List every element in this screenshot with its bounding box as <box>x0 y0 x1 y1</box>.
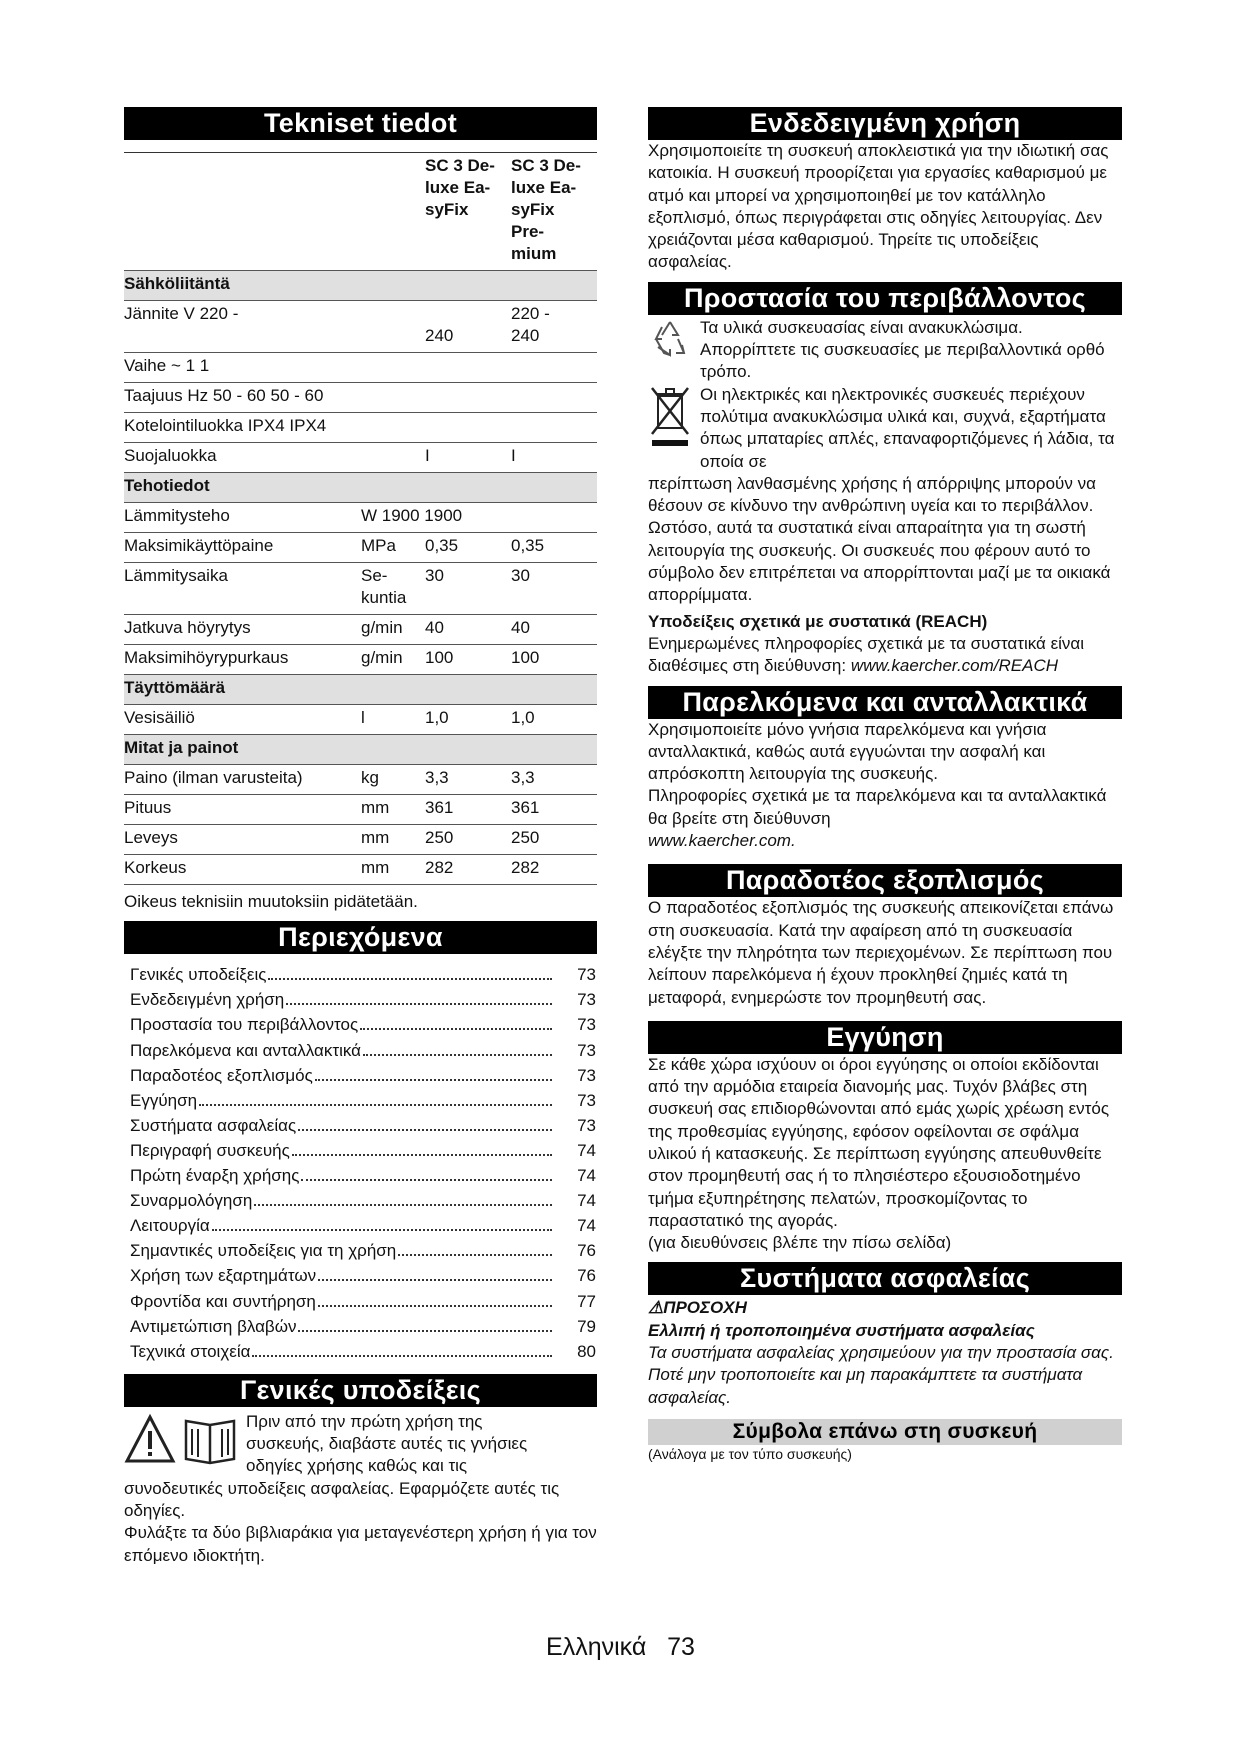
toc-item[interactable] <box>130 1213 596 1238</box>
accessories-title: Παρελκόμενα και ανταλλακτικά <box>648 686 1122 719</box>
toc-item-page: 73 <box>577 990 596 1010</box>
symbols-title: Σύμβολα επάνω στη συσκευή <box>648 1419 1122 1445</box>
table-row: Paino (ilman varusteita) kg 3,3 3,3 <box>124 765 597 795</box>
toc-leader-dots <box>292 1154 552 1156</box>
toc-item-label: Περιγραφή συσκευής <box>130 1140 290 1160</box>
toc-leader-dots <box>252 1355 552 1357</box>
table-row: Vaihe ~ 1 1 <box>124 353 597 383</box>
toc-leader-dots <box>315 1079 552 1081</box>
toc-item-label: Παρελκόμενα και ανταλλακτικά <box>130 1040 361 1060</box>
table-row: Leveys mm 250 250 <box>124 825 597 855</box>
toc-leader-dots <box>363 1054 552 1056</box>
toc-item-label: Λειτουργία <box>130 1216 210 1236</box>
toc-item[interactable] <box>130 1012 596 1037</box>
accessories-info: Πληροφορίες σχετικά με τα παρελκόμενα και τα ανταλλακτικά θα βρείτε στη διεύθυνση <box>648 786 1107 828</box>
toc-item[interactable] <box>130 1314 596 1339</box>
toc-item-label: Συναρμολόγηση <box>130 1191 253 1211</box>
toc-leader-dots <box>360 1028 552 1030</box>
safety-title: Συστήματα ασφαλείας <box>648 1262 1122 1295</box>
toc-item[interactable] <box>130 1263 596 1288</box>
toc-item-page: 73 <box>577 1090 596 1110</box>
toc-item-label: Πρώτη έναρξη χρήσης <box>130 1166 300 1186</box>
safety-subhead: Ελλιπή ή τροποποιημένα συστήματα ασφαλείας <box>648 1320 1035 1340</box>
toc-item[interactable] <box>130 1138 596 1163</box>
tech-title: Tekniset tiedot <box>124 107 597 140</box>
table-header <box>124 153 597 271</box>
toc-leader-dots <box>301 1179 552 1181</box>
table-row: Korkeus mm 282 282 <box>124 855 597 885</box>
safety-text2: Ποτέ μην τροποποιείτε και μη παρακάμπτετε τα συστήματα ασφαλείας. <box>648 1365 1083 1407</box>
caution-label: ⚠ΠΡΟΣΟΧΗ <box>648 1298 747 1318</box>
toc-item-label: Παραδοτέος εξοπλισμός <box>130 1065 313 1085</box>
table-row: Jännite V 220 - 240 220 - 240 <box>124 301 597 353</box>
symbols-note: (Ανάλογα με τον τύπο συσκευής) <box>648 1445 852 1462</box>
toc-leader-dots <box>199 1104 552 1106</box>
toc-item[interactable] <box>130 1188 596 1213</box>
toc-leader-dots <box>212 1229 552 1231</box>
table-row: Lämmitysteho W 1900 1900 <box>124 503 597 533</box>
warranty-note: (για διευθύνσεις βλέπε την πίσω σελίδα) <box>648 1233 952 1253</box>
accessories-link[interactable]: www.kaercher.com. <box>648 831 796 851</box>
toc-item-page: 74 <box>577 1216 596 1236</box>
toc-leader-dots <box>286 1003 552 1005</box>
toc-leader-dots <box>268 978 552 980</box>
toc-item-page: 73 <box>577 1065 596 1085</box>
toc-item-label: Χρήση των εξαρτημάτων <box>130 1266 317 1286</box>
page-footer: Ελληνικά 73 <box>546 1633 695 1661</box>
toc-item-page: 74 <box>577 1166 596 1186</box>
toc-item-page: 76 <box>577 1266 596 1286</box>
section-row: Täyttömäärä <box>124 675 597 705</box>
table-row: Pituus mm 361 361 <box>124 795 597 825</box>
toc-title: Περιεχόμενα <box>124 921 597 954</box>
toc-item-label: Αντιμετώπιση βλαβών <box>130 1316 297 1336</box>
warning-icon: ⚠ <box>648 1298 664 1318</box>
toc-item-label: Σημαντικές υποδείξεις για τη χρήση <box>130 1241 397 1261</box>
warning-triangle-icon <box>124 1411 176 1467</box>
table-row: Maksimihöyrypurkaus g/min 100 100 <box>124 645 597 675</box>
toc-leader-dots <box>318 1305 552 1307</box>
toc-item-page: 74 <box>577 1191 596 1211</box>
safety-text1: Τα συστήματα ασφαλείας χρησιμεύουν για την προστασία σας. <box>648 1343 1114 1363</box>
manual-book-icon <box>180 1411 240 1467</box>
toc-item[interactable] <box>130 1289 596 1314</box>
toc-leader-dots <box>318 1279 552 1281</box>
toc-item[interactable] <box>130 1238 596 1263</box>
toc-item-label: Συστήματα ασφαλείας <box>130 1115 297 1135</box>
toc-item-label: Φροντίδα και συντήρηση <box>130 1291 316 1311</box>
toc-item-label: Τεχνικά στοιχεία <box>130 1341 251 1361</box>
toc-item-page: 74 <box>577 1140 596 1160</box>
left-column <box>124 107 597 1567</box>
scope-title: Παραδοτέος εξοπλισμός <box>648 864 1122 897</box>
table-row: Vesisäiliö l 1,0 1,0 <box>124 705 597 735</box>
toc-item[interactable] <box>130 1063 596 1088</box>
reach-link[interactable]: www.kaercher.com/REACH <box>850 656 1059 676</box>
general-text: συνοδευτικές υποδείξεις ασφαλείας. Εφαρμόζετε αυτές τις οδηγίες. <box>124 1478 560 1520</box>
table-row: Suojaluokka I I <box>124 443 597 473</box>
toc-item-label: Προστασία του περιβάλλοντος <box>130 1015 359 1035</box>
table-row: Kotelointiluokka IPX4 IPX4 <box>124 413 597 443</box>
recycle-block: Τα υλικά συσκευασίας είναι ανακυκλώσιμα. Απορρίπτετε τις συσκευασίες με περιβαλλοντικά ορθό τρόπο. <box>648 317 1122 384</box>
warranty-text: Σε κάθε χώρα ισχύουν οι όροι εγγύησης οι οποίοι εκδίδονται από την αρμόδια εταιρεία διανομής μας. Τυχόν βλάβες στη συσκευή σας επιδιορθώνονται από εμάς χωρίς χρέωση εντός της προθεσμίας εγγύησης, εφόσον οφείλονται σε σφάλμα υλικού ή κατασκευής. Σε περίπτωση εγγύησης απευθυνθείτε στον προμηθευτή σας ή το πλησιέστερο εξουσιοδοτημένο τμήμα εξυπηρέτησης πελατών, προσκομίζοντας το παραστατικό της αγοράς. <box>648 1054 1110 1230</box>
toc-item-label: Γενικές υποδείξεις <box>130 965 267 985</box>
toc-item-page: 76 <box>577 1241 596 1261</box>
toc-item-page: 80 <box>577 1341 596 1361</box>
table-row: Taajuus Hz 50 - 60 50 - 60 <box>124 383 597 413</box>
tech-table <box>124 152 597 885</box>
toc-leader-dots <box>254 1204 552 1206</box>
intended-text: Χρησιμοποιείτε τη συσκευή αποκλειστικά για την ιδιωτική σας κατοικία. Η συσκευή προορίζεται για εργασίες καθαρισμού με ατμό και μπορεί να χρησιμοποιηθεί με τον κατάλληλο εξοπλισμό, όπως περιγράφεται στις οδηγίες λειτουργίας. Δεν χρειάζονται μέσα καθαρισμού. Τηρείτε τις υποδείξεις ασφαλείας. <box>648 141 1109 272</box>
intended-title: Ενδεδειγμένη χρήση <box>648 107 1122 140</box>
toc-item[interactable] <box>130 1163 596 1188</box>
accessories-text: Χρησιμοποιείτε μόνο γνήσια παρελκόμενα και γνήσια ανταλλακτικά, καθώς αυτά εγγυώνται την ασφαλή και απρόσκοπτη λειτουργία της συσκευής. <box>648 719 1047 784</box>
toc-leader-dots <box>298 1129 552 1131</box>
toc-item[interactable] <box>130 987 596 1012</box>
toc-item-page: 73 <box>577 1040 596 1060</box>
recycling-icon <box>648 317 692 361</box>
toc-item[interactable] <box>130 962 596 987</box>
tech-note: Oikeus teknisiin muutoksiin pidätetään. <box>124 892 418 911</box>
toc-item-page: 73 <box>577 1115 596 1135</box>
toc-item-label: Ενδεδειγμένη χρήση <box>130 990 285 1010</box>
table-row: Lämmitysaika Se- kuntia 30 30 <box>124 563 597 615</box>
toc-item-page: 73 <box>577 965 596 985</box>
right-column <box>648 107 1122 1464</box>
section-row: Sähköliitäntä <box>124 271 597 301</box>
general-title: Γενικές υποδείξεις <box>124 1374 597 1407</box>
toc-item[interactable] <box>130 1088 596 1113</box>
general-keep: Φυλάξτε τα δύο βιβλιαράκια για μεταγενέστερη χρήση ή για τον επόμενο ιδιοκτήτη. <box>124 1523 597 1565</box>
toc-item[interactable] <box>130 1113 596 1138</box>
reach-title: Υποδείξεις σχετικά με συστατικά (REACH) <box>648 611 988 631</box>
crossed-bin-icon <box>648 384 692 450</box>
warranty-title: Εγγύηση <box>648 1021 1122 1054</box>
toc-item[interactable] <box>130 1038 596 1063</box>
toc-item-page: 79 <box>577 1316 596 1336</box>
table-of-contents <box>130 962 596 1364</box>
weee-block: Οι ηλεκτρικές και ηλεκτρονικές συσκευές περιέχουν πολύτιμα ανακυκλώσιμα υλικά και, συχνά, εξαρτήματα όπως μπαταρίες απλές, επαναφορτιζόμενες ή λάδια, τα οποία σε <box>648 384 1122 473</box>
table-row: Jatkuva höyrytys g/min 40 40 <box>124 615 597 645</box>
general-intro: Πριν από την πρώτη χρήση της συσκευής, διαβάστε αυτές τις γνήσιες οδηγίες χρήσης καθώς και τις <box>124 1411 597 1478</box>
col-header-a: SC 3 De- luxe Ea- syFix <box>425 153 511 271</box>
environment-title: Προστασία του περιβάλλοντος <box>648 282 1122 315</box>
scope-text: Ο παραδοτέος εξοπλισμός της συσκευής απεικονίζεται επάνω στη συσκευασία. Κατά την αφαίρεση από τη συσκευασία ελέγξτε την πληρότητα των περιεχομένων. Σε περίπτωση που λείπουν παρελκόμενα ή έχουν προκληθεί ζημιές κατά τη μεταφορά, ενημερώστε τον προμηθευτή σας. <box>648 898 1114 1007</box>
reach-text: Ενημερωμένες πληροφορίες σχετικά με τα συστατικά είναι διαθέσιμες στη διεύθυνση: www.kaercher.com/REACH <box>648 633 1085 676</box>
col-header-b: SC 3 De- luxe Ea- syFix Pre- mium <box>511 153 597 271</box>
toc-leader-dots <box>298 1330 552 1332</box>
section-row: Tehotiedot <box>124 473 597 503</box>
toc-item-page: 73 <box>577 1015 596 1035</box>
toc-item[interactable] <box>130 1339 596 1364</box>
toc-item-label: Εγγύηση <box>130 1090 198 1110</box>
weee-text: περίπτωση λανθασμένης χρήσης ή απόρριψης μπορούν να θέσουν σε κίνδυνο την ανθρώπινη υγεία και το περιβάλλον. Ωστόσο, αυτά τα συστατικά είναι απαραίτητα για τη σωστή λειτουργία της συσκευής. Οι συσκευές που φέρουν αυτό το σύμβολο δεν επιτρέπεται να απορρίπτονται μαζί με τα οικιακά απορρίμματα. <box>648 473 1111 605</box>
table-row: Maksimikäyttöpaine MPa 0,35 0,35 <box>124 533 597 563</box>
toc-leader-dots <box>398 1254 552 1256</box>
toc-item-page: 77 <box>577 1291 596 1311</box>
section-row: Mitat ja painot <box>124 735 597 765</box>
